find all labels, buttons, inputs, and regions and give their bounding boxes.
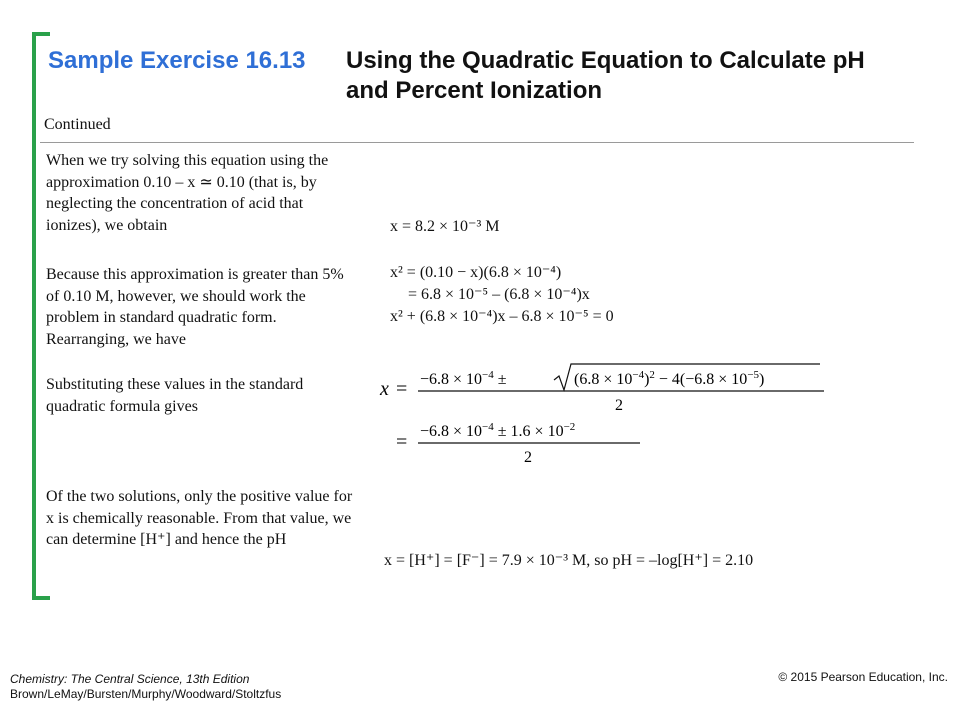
formula-denominator-2: 2	[524, 449, 532, 466]
paragraph-approximation: When we try solving this equation using the approximation 0.10 – x ≃ 0.10 (that is, by neglecting the concentration of acid that ionizes), we obtain	[46, 152, 329, 234]
formula-equals-1: =	[396, 378, 408, 400]
exercise-title: Using the Quadratic Equation to Calculate pH and Percent Ionization	[346, 47, 865, 104]
equation-expanded: = 6.8 × 10⁻⁵ – (6.8 × 10⁻⁴)x	[408, 286, 590, 303]
continued-label: Continued	[44, 116, 111, 133]
footer-book: Chemistry: The Central Science, 13th Edition	[10, 672, 250, 686]
formula-lhs-x: x	[380, 378, 389, 400]
quadratic-formula	[378, 360, 828, 472]
formula-equals-2: =	[396, 431, 408, 453]
exercise-number: Sample Exercise 16.13	[48, 47, 306, 74]
paragraph-quadratic-form: Because this approximation is greater than 5% of 0.10 M, however, we should work the problem in standard quadratic form. Rearranging, we have	[46, 266, 344, 348]
paragraph-positive-solution: Of the two solutions, only the positive value for x is chemically reasonable. From that value, we can determine [H⁺] and hence the pH	[46, 488, 353, 548]
formula-denominator-1: 2	[615, 397, 623, 414]
equation-approx-x: x = 8.2 × 10⁻³ M	[390, 218, 500, 235]
equation-ph-result: x = [H⁺] = [F⁻] = 7.9 × 10⁻³ M, so pH = –log[H⁺] = 2.10	[384, 552, 754, 569]
footer-authors: Brown/LeMay/Bursten/Murphy/Woodward/Stoltzfus	[10, 687, 282, 701]
equation-expression: x² = (0.10 − x)(6.8 × 10⁻⁴)	[390, 264, 562, 281]
footer-citation	[10, 672, 281, 702]
footer-copyright: © 2015 Pearson Education, Inc.	[778, 670, 948, 684]
formula-numerator-2: $-6.8 \times 10^{-4} \pm 1.6 \times 10^{-2}$	[420, 421, 576, 440]
equation-quadratic-form: x² + (6.8 × 10⁻⁴)x – 6.8 × 10⁻⁵ = 0	[390, 308, 614, 325]
formula-numerator-1: $-6.8 \times 10^{-4}$ ±	[420, 369, 507, 388]
formula-radicand: $(6.8 \times 10^{-4})^2 - 4(-6.8 \times 10^{-5})$	[574, 369, 765, 388]
paragraph-substitution: Substituting these values in the standard quadratic formula gives	[46, 376, 304, 415]
divider-line	[40, 142, 914, 143]
